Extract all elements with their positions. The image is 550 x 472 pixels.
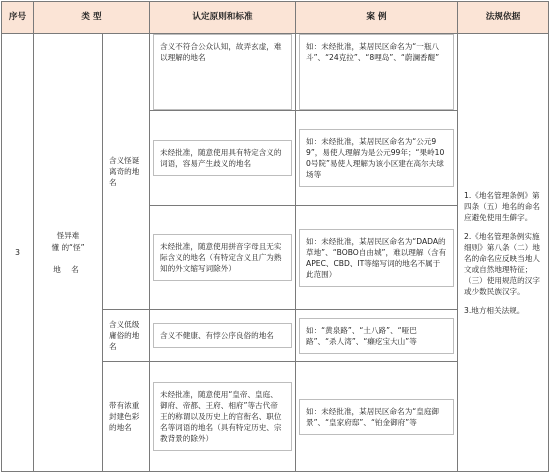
law-item: 3.地方相关法规。 <box>464 305 525 315</box>
criteria-cell <box>150 362 296 472</box>
regulation-table <box>1 1 549 472</box>
seq-cell: 3 <box>2 34 34 472</box>
case-cell <box>296 206 458 310</box>
header-laws: 法规依据 <box>458 2 549 34</box>
criteria-text: 未经批准，随意使用具有特定含义的词语，容易产生歧义的地名 <box>153 140 292 176</box>
header-principle: 认定原则和标准 <box>150 2 296 34</box>
type-main-line1: 怪异难 <box>56 231 80 240</box>
criteria-cell <box>150 34 296 111</box>
type-main-cell <box>34 34 103 472</box>
case-text: 如：未经批准，某居民区命名为“一瓶八斗”、“24克拉”、“8哩岛”、“蔚澜香醍” <box>299 34 454 110</box>
type-main-line2: 懂 的“怪” <box>51 243 85 252</box>
subtype-label: 含义低级庸俗的地名 <box>109 320 140 351</box>
subtype-cell <box>103 34 150 310</box>
criteria-text: 未经批准，随意使用拼音字母且无实际含义的地名（有特定含义且广为熟知的外文缩写词除外） <box>153 234 292 281</box>
case-text: 如：未经批准，某居民区命名为“DADA的草地”、“BOBO自由城”，难以理解（含有APEC、CBD、IT等缩写词的地名不属于此范围） <box>299 229 454 287</box>
case-cell <box>296 111 458 206</box>
criteria-cell <box>150 206 296 310</box>
header-seq: 序号 <box>2 2 34 34</box>
case-text: 如：“黄泉路”、“土八路”、“哑巴路”、“杀人湾”、“癞疙宝大山”等 <box>299 318 454 354</box>
type-main-line3: 地 名 <box>53 265 83 274</box>
case-cell <box>296 34 458 111</box>
law-item: 1.《地名管理条例》第四条（五）地名的命名应避免使用生僻字。 <box>464 190 540 222</box>
criteria-text: 含义不符合公众认知，故弄玄虚，难以理解的地名 <box>153 34 292 110</box>
table-row <box>2 34 549 111</box>
subtype-cell <box>103 362 150 472</box>
criteria-cell <box>150 310 296 362</box>
header-cases: 案 例 <box>296 2 458 34</box>
case-text: 如：未经批准，某居民区命名为“皇庭御景”、“皇家府邸”、“铂金御府”等 <box>299 399 454 435</box>
type-main-label <box>34 230 102 254</box>
subtype-cell <box>103 310 150 362</box>
criteria-text: 未经批准，随意使用“皇帝、皇庭、御府、帝都、王府、相府”等古代帝王的称谓以及历史上的官衔名、职位名等词语的地名（具有特定历史、宗教背景的除外） <box>153 382 292 451</box>
criteria-text: 含义不健康、有悖公序良俗的地名 <box>153 323 292 348</box>
subtype-label: 带有浓重封建色彩的地名 <box>109 401 140 432</box>
subtype-label: 含义怪诞离奇的地名 <box>109 156 140 187</box>
laws-cell <box>458 34 549 472</box>
case-cell <box>296 362 458 472</box>
header-type: 类 型 <box>34 2 150 34</box>
criteria-cell <box>150 111 296 206</box>
case-text: 如：未经批准，某居民区命名为“公元99”，易使人理解为是公元99年；“果岭100号院”易使人理解为该小区建在高尔夫球场等 <box>299 129 454 187</box>
laws-text <box>458 190 548 316</box>
case-cell <box>296 310 458 362</box>
table-header-row <box>2 2 549 34</box>
law-item: 2.《地名管理条例实施细则》第八条（二）地名的命名应反映当地人文或自然地理特征；（三）使用规范的汉字或少数民族汉字。 <box>464 231 540 296</box>
